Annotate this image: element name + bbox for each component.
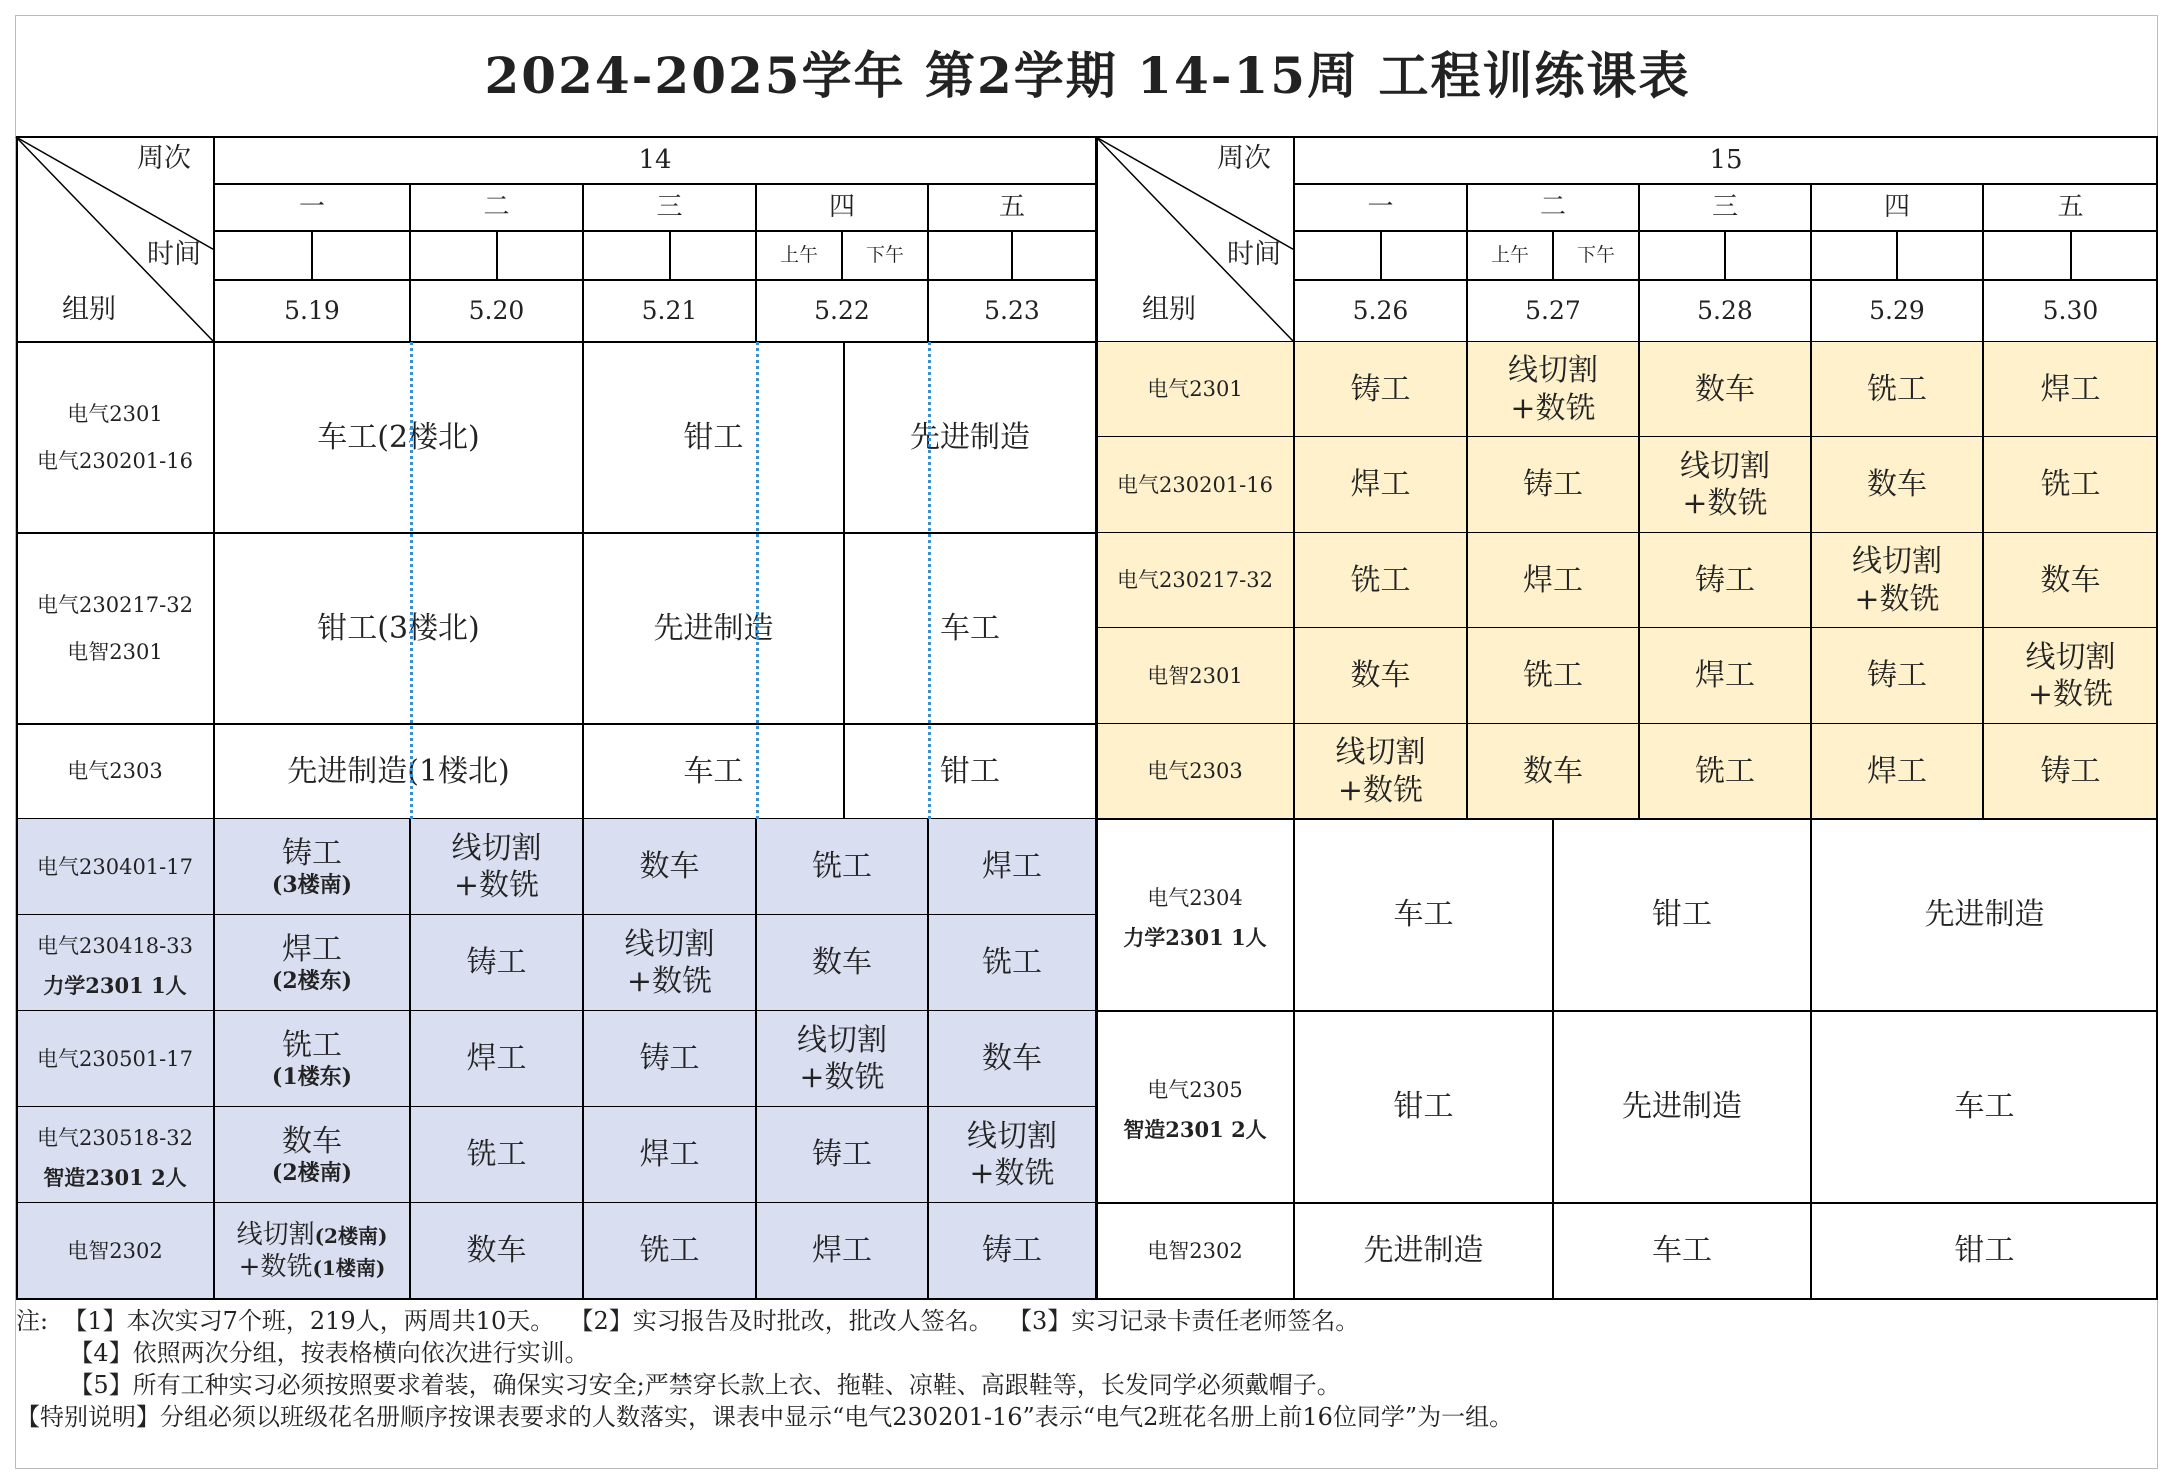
- note-line: 【4】依照两次分组，按表格横向依次进行实训。: [16, 1339, 589, 1367]
- grid-line: [1724, 231, 1726, 280]
- course-cell-w15-2-0: 铣工: [1294, 533, 1467, 628]
- course-cell-w14-1-3: 数车: [756, 915, 928, 1011]
- course-cell-w15-4-0: 线切割 +数铣: [1294, 724, 1467, 819]
- weekday-w15-4: 五: [2057, 192, 2084, 223]
- grid-line: [1293, 137, 1295, 342]
- grid-line: [1095, 137, 1098, 1299]
- course-cell-w14-3-3: 铸工: [756, 1107, 928, 1203]
- grid-line: [582, 819, 584, 1299]
- grid-line: [1896, 231, 1898, 280]
- note-line: 注: 【1】本次实习7个班，219人，两周共10天。 【2】实习报告及时批改，批改人签名。 【3】实习记录卡责任老师签名。: [16, 1307, 1360, 1335]
- group-cell-w14-low-4: [16, 1203, 214, 1299]
- block-cell-w14-1-1: 先进制造: [653, 610, 774, 646]
- course-cell-w15-1-4: 铣工: [1983, 437, 2158, 533]
- group-cell-w14-0: [16, 342, 214, 533]
- course-cell-w14-3-2: 焊工: [583, 1107, 756, 1203]
- course-cell-w15-0-1: 线切割 +数铣: [1467, 342, 1639, 437]
- week-label: 周次: [137, 143, 191, 175]
- course-cell-w15-1-3: 数车: [1811, 437, 1983, 533]
- course-cell-w15-1-2: 线切割 +数铣: [1639, 437, 1811, 533]
- date-w14-4: 5.23: [984, 296, 1040, 326]
- week-number-w15: 15: [1709, 145, 1743, 176]
- group-label: 电智2302: [67, 1238, 163, 1263]
- block-cell-w14-0-0: 车工(2楼北): [317, 419, 480, 455]
- note-line: 【特别说明】分组必须以班级花名册顺序按课表要求的人数落实，课表中显示“电气230201-16”表示“电气2班花名册上前16位同学”为一组。: [16, 1403, 1514, 1431]
- group-label: 电智2302: [1147, 1238, 1243, 1263]
- grid-line: [16, 136, 1096, 138]
- group-label: 电气230518-32: [37, 1125, 193, 1150]
- course-cell-w15-3-1: 铣工: [1467, 628, 1639, 724]
- week-number-w14: 14: [638, 145, 672, 176]
- grid-line: [1638, 342, 1640, 819]
- weekday-w15-2: 三: [1711, 192, 1738, 223]
- group-cell-w14-low-1: [16, 915, 214, 1011]
- course-cell-w14-0-4: 焊工: [928, 819, 1096, 915]
- note-line: 【5】所有工种实习必须按照要求着装，确保实习安全;严禁穿长款上衣、拖鞋、凉鞋、高跟鞋等，长发同学必须戴帽子。: [16, 1371, 1341, 1399]
- course-cell-w15-2-1: 焊工: [1467, 533, 1639, 628]
- group-cell-w14-low-2: [16, 1011, 214, 1107]
- weekday-w14-3: 四: [828, 192, 855, 223]
- grid-line: [1096, 136, 2158, 138]
- block-cell-w14-1-0: 钳工(3楼北): [317, 610, 480, 646]
- course-cell-w14-4-4: 铸工: [928, 1203, 1096, 1299]
- grid-line: [1294, 230, 2158, 232]
- grid-line: [1294, 183, 2158, 185]
- group-label-header: 组别: [1142, 294, 1196, 326]
- course-cell-w15-4-4: 铸工: [1983, 724, 2158, 819]
- course-cell-w14-2-3: 线切割 +数铣: [756, 1011, 928, 1107]
- course-cell-w14-2-1: 焊工: [410, 1011, 583, 1107]
- date-w15-0: 5.26: [1352, 296, 1409, 326]
- group-label: 智造2301 2人: [43, 1165, 187, 1190]
- group-cell-w15-3: [1096, 628, 1294, 724]
- course-cell-w15-4-2: 铣工: [1639, 724, 1811, 819]
- group-label: 电气2301: [1147, 377, 1243, 402]
- grid-line: [1982, 184, 1984, 342]
- course-cell-w14-0-0: 铸工 (3楼南): [214, 819, 410, 915]
- group-label: 电气2305: [1147, 1077, 1243, 1102]
- group-label: 电气230217-32: [1117, 568, 1273, 593]
- block-cell-w14-2-2: 钳工: [940, 753, 1000, 789]
- grid-line: [1552, 819, 1554, 1299]
- course-cell-w15-1-0: 焊工: [1294, 437, 1467, 533]
- dotted-divider: [410, 342, 413, 819]
- group-label: 电气230401-17: [37, 854, 193, 879]
- grid-line: [1810, 184, 1812, 342]
- am-label-w15: 上午: [1490, 243, 1529, 266]
- course-cell-w15-3-0: 数车: [1294, 628, 1467, 724]
- date-w15-1: 5.27: [1525, 296, 1581, 326]
- group-label: 电智2301: [67, 639, 163, 664]
- grid-line: [1011, 231, 1013, 280]
- course-cell-w15-1-1: 铸工: [1467, 437, 1639, 533]
- grid-line: [16, 1298, 1096, 1300]
- date-w14-0: 5.19: [284, 296, 340, 326]
- grid-line: [2070, 231, 2072, 280]
- weekday-w14-0: 一: [298, 192, 325, 223]
- group-label: 力学2301 1人: [43, 973, 187, 998]
- course-cell-w15-0-0: 铸工: [1294, 342, 1467, 437]
- block-cell-w15-1-2: 车工: [1954, 1089, 2015, 1125]
- course-cell-w14-2-0: 铣工 (1楼东): [214, 1011, 410, 1107]
- block-cell-w14-1-2: 车工: [940, 610, 1000, 646]
- group-label-header: 组别: [62, 294, 116, 326]
- block-cell-w15-0-2: 先进制造: [1924, 897, 2045, 933]
- group-cell-w15-1: [1096, 437, 1294, 533]
- block-cell-w15-2-0: 先进制造: [1363, 1233, 1484, 1269]
- group-cell-w14-1: [16, 533, 214, 724]
- course-cell-w14-4-2: 铣工: [583, 1203, 756, 1299]
- grid-line: [1380, 231, 1382, 280]
- date-w14-1: 5.20: [468, 296, 525, 326]
- group-label: 电气230201-16: [1117, 472, 1273, 497]
- date-w14-3: 5.22: [814, 296, 870, 326]
- course-cell-w15-0-3: 铣工: [1811, 342, 1983, 437]
- group-label: 电气230418-33: [37, 933, 193, 958]
- week-label: 周次: [1217, 143, 1271, 175]
- grid-line: [496, 231, 498, 280]
- course-cell-w14-2-2: 铸工: [583, 1011, 756, 1107]
- grid-line: [1294, 279, 2158, 281]
- course-cell-w14-3-1: 铣工: [410, 1107, 583, 1203]
- page-title: 2024-2025学年 第2学期 14-15周 工程训练课表: [484, 46, 1691, 105]
- grid-line: [2156, 137, 2158, 1299]
- block-cell-w15-1-1: 先进制造: [1622, 1089, 1742, 1125]
- grid-line: [214, 279, 1096, 281]
- course-cell-w15-4-3: 焊工: [1811, 724, 1983, 819]
- grid-line: [669, 231, 671, 280]
- group-cell-w15-low-0: [1096, 819, 1294, 1011]
- date-w14-2: 5.21: [641, 296, 698, 326]
- course-cell-w14-1-2: 线切割 +数铣: [583, 915, 756, 1011]
- course-cell-w15-4-1: 数车: [1467, 724, 1639, 819]
- pm-label-w14: 下午: [865, 243, 904, 266]
- group-label: 智造2301 2人: [1123, 1117, 1267, 1142]
- course-cell-w14-2-4: 数车: [928, 1011, 1096, 1107]
- grid-line: [214, 230, 1096, 232]
- course-cell-w14-3-0: 数车 (2楼南): [214, 1107, 410, 1203]
- notes: [16, 1305, 2136, 1433]
- course-cell-w14-4-3: 焊工: [756, 1203, 928, 1299]
- grid-line: [927, 819, 929, 1299]
- course-cell-w14-0-3: 铣工: [756, 819, 928, 915]
- weekday-w14-2: 三: [656, 192, 683, 223]
- block-cell-w15-2-2: 钳工: [1954, 1233, 2015, 1269]
- course-cell-w15-2-4: 数车: [1983, 533, 2158, 628]
- grid-line: [311, 231, 313, 280]
- block-cell-w15-0-0: 车工: [1393, 897, 1454, 933]
- group-label: 力学2301 1人: [1123, 925, 1267, 950]
- time-label: 时间: [147, 239, 201, 271]
- block-cell-w15-0-1: 钳工: [1652, 897, 1712, 933]
- grid-line: [409, 819, 411, 1299]
- grid-line: [16, 137, 18, 1299]
- course-cell-w15-2-2: 铸工: [1639, 533, 1811, 628]
- grid-line: [582, 342, 584, 819]
- grid-line: [1982, 342, 1984, 819]
- block-cell-w14-2-0: 先进制造(1楼北): [287, 753, 510, 789]
- course-cell-w14-3-4: 线切割 +数铣: [928, 1107, 1096, 1203]
- group-cell-w15-low-1: [1096, 1011, 1294, 1203]
- dotted-divider: [928, 342, 931, 819]
- course-cell-w15-2-3: 线切割 +数铣: [1811, 533, 1983, 628]
- weekday-w15-3: 四: [1883, 192, 1910, 223]
- grid-line: [409, 184, 411, 342]
- course-cell-w15-3-3: 铸工: [1811, 628, 1983, 724]
- grid-line: [843, 342, 845, 819]
- course-cell-w14-1-4: 铣工: [928, 915, 1096, 1011]
- group-cell-w14-low-0: [16, 819, 214, 915]
- course-cell-w15-3-2: 焊工: [1639, 628, 1811, 724]
- weekday-w14-1: 二: [483, 192, 510, 223]
- time-label: 时间: [1227, 239, 1281, 271]
- group-label: 电气2301: [67, 402, 163, 427]
- grid-line: [1293, 342, 1295, 1299]
- grid-line: [214, 183, 1096, 185]
- grid-line: [755, 819, 757, 1299]
- block-cell-w15-1-0: 钳工: [1393, 1089, 1454, 1125]
- grid-line: [213, 342, 215, 1299]
- group-label: 电气2304: [1147, 885, 1243, 910]
- group-label: 电智2301: [1147, 663, 1243, 688]
- block-cell-w14-0-2: 先进制造: [910, 419, 1030, 455]
- group-label: 电气2303: [67, 759, 163, 784]
- group-label: 电气230501-17: [37, 1046, 193, 1071]
- block-cell-w15-2-1: 车工: [1652, 1233, 1712, 1269]
- block-cell-w14-0-1: 钳工: [683, 419, 744, 455]
- schedule-table: [16, 137, 2158, 1295]
- course-cell-w15-0-4: 焊工: [1983, 342, 2158, 437]
- group-label: 电气2303: [1147, 759, 1243, 784]
- grid-line: [1810, 819, 1812, 1299]
- course-cell-w14-0-1: 线切割 +数铣: [410, 819, 583, 915]
- group-cell-w15-low-2: [1096, 1203, 1294, 1299]
- weekday-w15-0: 一: [1367, 192, 1394, 223]
- group-cell-w14-low-3: [16, 1107, 214, 1203]
- date-w15-3: 5.29: [1869, 296, 1925, 326]
- group-cell-w14-2: [16, 724, 214, 819]
- date-w15-4: 5.30: [2042, 296, 2099, 326]
- course-cell-w14-1-1: 铸工: [410, 915, 583, 1011]
- dotted-divider: [756, 342, 759, 819]
- group-label: 电气230201-16: [37, 448, 193, 473]
- group-cell-w15-4: [1096, 724, 1294, 819]
- grid-line: [1810, 342, 1812, 819]
- grid-line: [582, 184, 584, 342]
- date-w15-2: 5.28: [1697, 296, 1753, 326]
- course-cell-w15-0-2: 数车: [1639, 342, 1811, 437]
- course-cell-w14-1-0: 焊工 (2楼东): [214, 915, 410, 1011]
- block-cell-w14-2-1: 车工: [683, 753, 744, 789]
- group-cell-w15-2: [1096, 533, 1294, 628]
- am-label-w14: 上午: [779, 243, 818, 266]
- grid-line: [213, 137, 215, 342]
- weekday-w14-4: 五: [998, 192, 1025, 223]
- course-cell-w14-4-1: 数车: [410, 1203, 583, 1299]
- pm-label-w15: 下午: [1576, 243, 1615, 266]
- group-label: 电气230217-32: [37, 593, 193, 618]
- course-cell-w14-4-0: 线切割(2楼南) +数铣(1楼南): [214, 1203, 410, 1299]
- weekday-w15-1: 二: [1539, 192, 1566, 223]
- grid-line: [1466, 342, 1468, 819]
- grid-line: [1096, 1298, 2158, 1300]
- group-cell-w15-0: [1096, 342, 1294, 437]
- course-cell-w14-0-2: 数车: [583, 819, 756, 915]
- course-cell-w15-3-4: 线切割 +数铣: [1983, 628, 2158, 724]
